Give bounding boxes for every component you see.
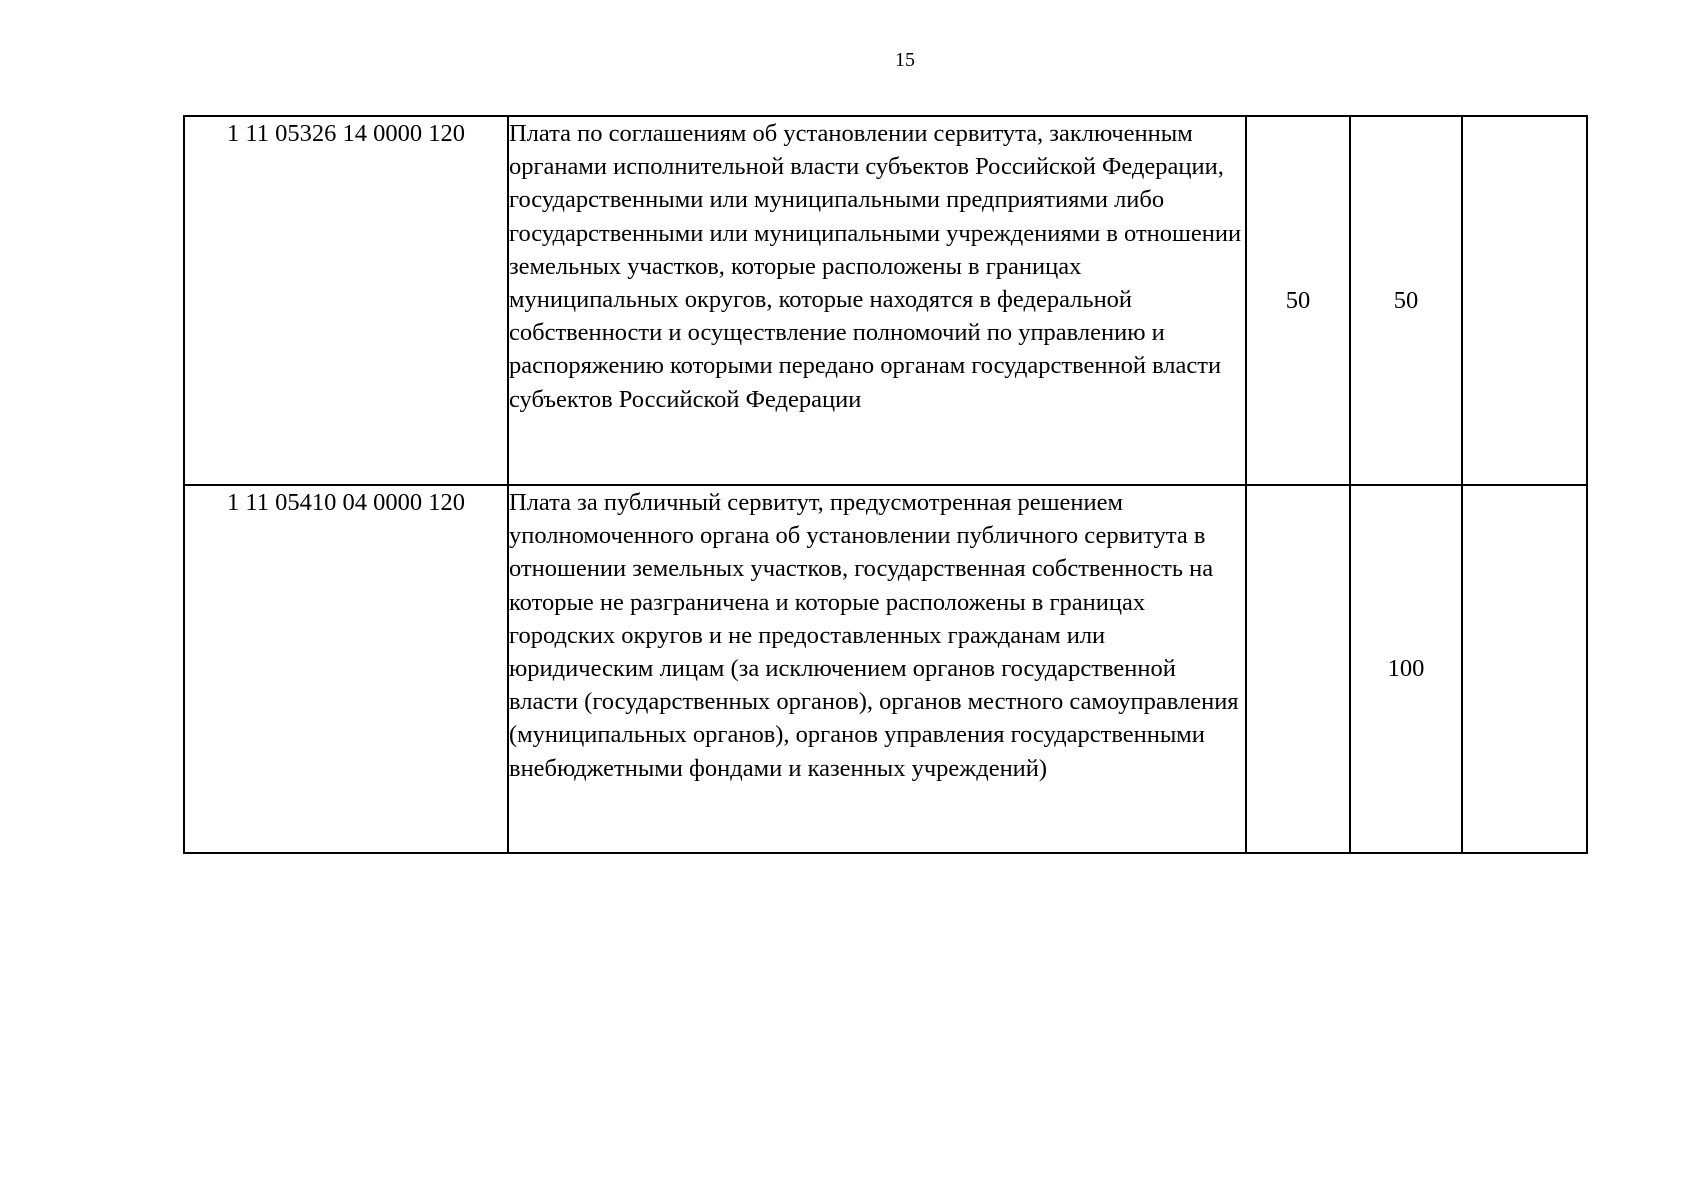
description-cell: Плата за публичный сервитут, предусмотренная решением уполномоченного органа об установлении публичного сервитута в отношении земельных участков, государственная собственность на которые не разграничена и которые расположены в границах городских округов и не предоставленных гражданам или юридическим лицам (за исключением органов государственной власти (государственных органов), органов местного самоуправления (муниципальных органов), органов управления государственными внебюджетными фондами и казенных учреждений) bbox=[508, 485, 1246, 853]
value-cell-col5 bbox=[1462, 485, 1587, 853]
page-number: 15 bbox=[895, 49, 915, 71]
budget-code-cell: 1 11 05410 04 0000 120 bbox=[184, 485, 508, 853]
table-row bbox=[184, 116, 1587, 485]
value-cell-col4: 50 bbox=[1350, 116, 1462, 485]
table-row bbox=[184, 485, 1587, 853]
value-cell-col5 bbox=[1462, 116, 1587, 485]
budget-code-cell: 1 11 05326 14 0000 120 bbox=[184, 116, 508, 485]
value-cell-col4: 100 bbox=[1350, 485, 1462, 853]
budget-table bbox=[183, 115, 1588, 854]
value-cell-col3 bbox=[1246, 485, 1350, 853]
value-cell-col3: 50 bbox=[1246, 116, 1350, 485]
description-cell: Плата по соглашениям об установлении сервитута, заключенным органами исполнительной власти субъектов Российской Федерации, государственными или муниципальными предприятиями либо государственными или муниципальными учреждениями в отношении земельных участков, которые расположены в границах муниципальных округов, которые находятся в федеральной собственности и осуществление полномочий по управлению и распоряжению которыми передано органам государственной власти субъектов Российской Федерации bbox=[508, 116, 1246, 485]
